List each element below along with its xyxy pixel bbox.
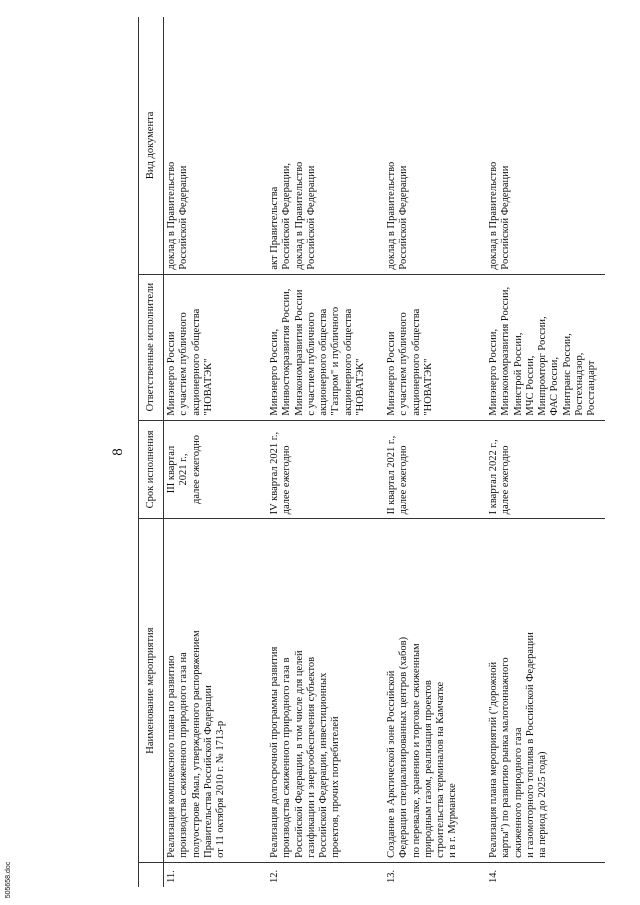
row-number: 12.: [269, 869, 280, 883]
page-number: 8: [110, 448, 126, 456]
document-code: 505658.doc: [5, 861, 12, 899]
table-row: [164, 17, 268, 887]
header-term: Срок исполнения: [139, 420, 164, 519]
measure-name: Реализация плана мероприятий ("дорожной карты") по развитию рынка малотоннажного сжиженного природного газа и газомоторного топлива в Российской Федерации на период до 2025 года): [486, 519, 605, 862]
table-header-row: [139, 17, 164, 887]
measure-doc-type: доклад в Правительство Российской Федерации: [164, 17, 268, 274]
row-number: 13.: [386, 869, 397, 883]
measure-name: Реализация долгосрочной программы развития производства сжиженного природного газа в Российской Федерации, в том числе для целей газификации и энергообеспечения субъектов Российской Федерации, инвестиционных проектов, прочих потребителей: [267, 519, 384, 862]
row-number: 11.: [166, 870, 177, 883]
document-footer: [2, 858, 16, 902]
header-number: [139, 862, 164, 887]
measure-responsible: Минэнерго России, Минвостокразвития России, Минэкономразвития России с участием публичного акционерного общества "Газпром" и публичного акционерного общества "НОВАТЭК": [267, 274, 384, 420]
measures-table: [138, 17, 605, 887]
measure-term: I квартал 2022 г., далее ежегодно: [486, 420, 605, 519]
measure-doc-type: доклад в Правительство Российской Федерации: [486, 17, 605, 274]
table-row: [267, 17, 384, 887]
measure-name: Создание в Арктической зоне Российской Федерации специализированных центров (хабов) по перевалке, хранению и торговле сжиженным природным газом, реализация проектов строительства терминалов на Камчатке и в г. Мурманске: [384, 519, 486, 862]
measure-doc-type: акт Правительства Российской Федерации, доклад в Правительство Российской Федерации: [267, 17, 384, 274]
row-number: 14.: [488, 869, 499, 883]
measure-term: III квартал 2021 г., далее ежегодно: [164, 420, 268, 519]
table-row: [486, 17, 605, 887]
header-doc-type: Вид документа: [139, 17, 164, 274]
measure-term: II квартал 2021 г., далее ежегодно: [384, 420, 486, 519]
measure-responsible: Минэнерго России с участием публичного акционерного общества "НОВАТЭК": [164, 274, 268, 420]
measure-name: Реализация комплексного плана по развитию производства сжиженного природного газа на полуострове Ямал, утвержденного распоряжением Правительства Российской Федерации от 11 октября 2010 г. № 1713-р: [164, 519, 268, 862]
measure-doc-type: доклад в Правительство Российской Федерации: [384, 17, 486, 274]
rotated-page-content: [100, 17, 598, 887]
measure-responsible: Минэнерго России с участием публичного акционерного общества "НОВАТЭК": [384, 274, 486, 420]
header-responsible: Ответственные исполнители: [139, 274, 164, 420]
measure-term: IV квартал 2021 г., далее ежегодно: [267, 420, 384, 519]
table-row: [384, 17, 486, 887]
header-name: Наименование мероприятия: [139, 519, 164, 862]
measure-responsible: Минэнерго России, Минэкономразвития России, Минстрой России, МЧС России, Минпромторг России, ФАС России, Минтранс России, Ростехнадзор, Росстандарт: [486, 274, 605, 420]
